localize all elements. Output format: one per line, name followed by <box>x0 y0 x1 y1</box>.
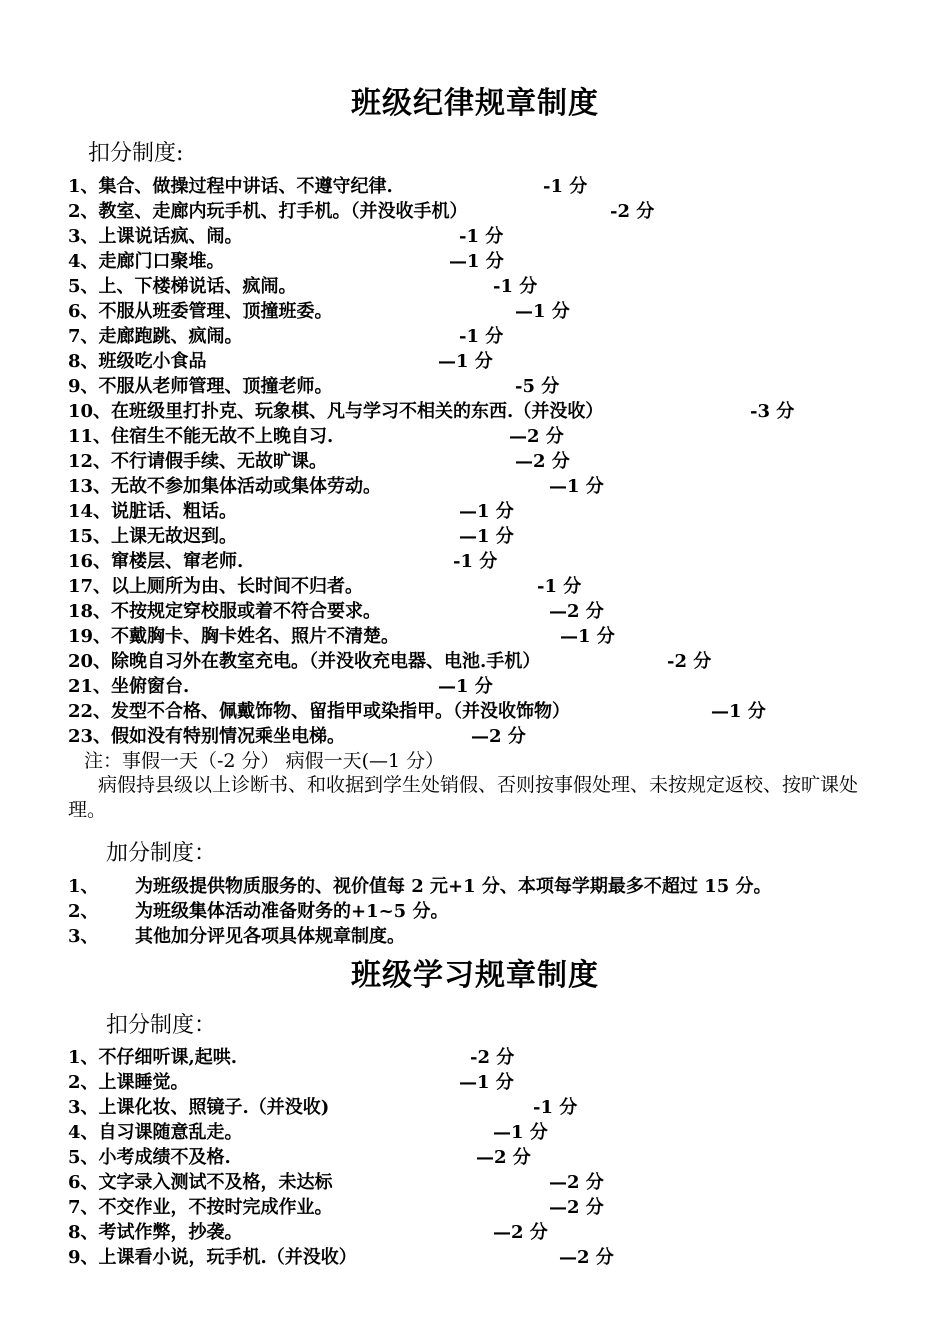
study-deduct-label: 扣分制度： <box>106 1013 217 1038</box>
document-page: 班级纪律规章制度 扣分制度: 1、集合、做操过程中讲话、不遵守纪律. -1 分 2、教室、走廊内玩手机、打手机。（并没收手机） -2 分 3、上课说话疯、闹。 -1 分 4、走廊门口聚堆。 —1 分 5、上、下楼梯说话、疯闹。 -1 分 6、不服从班委管理、顶撞班委。 —1 分 7、走廊跑跳、疯闹。 -1 分 8、班级吃小食品 —1 分 9、不服从老师管理、顶撞老师。 -5 分 10、在班级里打扑克、玩象棋、凡与学习不相关的东西.（并没收） -3 分 11、住宿生不能无故不上晚自习. —2 分 12、不行请假手续、无故旷课。 —2 分 13、无故不参加集体活动或集体劳动。 —1 分 14、说脏话、粗话。 —1 分 15、上课无故迟到。 —1 分 16、窜楼层、窜老师. -1 分 17、以上厕所为由、长时间不归者。 -1 分 18、不按规定穿校服或着不符合要求。 —2 分 19、不戴胸卡、胸卡姓名、照片不清楚。 —1 分 20、除晚自习外在教室充电。（并没收充电器、电池.手机） -2 分 21、坐俯窗台. —1 分 22、发型不合格、佩戴饰物、留指甲或染指甲。（并没收饰物） —1 分 23、假如没有特别情况乘坐电梯。 —2 分 注：事假一天（-2 分） 病假一天(—1 分） 病假持县级以上诊断书、和收据到学生处销假、否则按事假处理、未按规定返校、按旷课处理。 加分制度： 1、 为班级提供物质服务的、视价值每 2 元+1 分、本项每学期最多不超过 15 分。 2、 为班级集体活动准备财务的+1~5 分。 3、 其他加分评见各项具体规章制度。 班级学习规章制度 扣分制度： 1、不仔细听课,起哄. -2 分 2、上课睡觉。 —1 分 3、上课化妆、照镜子.（并没收) -1 分 4、自习课随意乱走。 —1 分 5、小考成绩不及格. —2 分 6、文字录入测试不及格，未达标 —2 分 7、不交作业，不按时完成作业。 —2 分 8、考试作弊，抄袭。 —2 分 9、上课看小说，玩手机.（并没收） —2 分 <box>0 0 950 1344</box>
discipline-deduct-label: 扣分制度: <box>88 141 184 166</box>
discipline-bonus-label: 加分制度： <box>106 841 217 866</box>
leave-note: 注：事假一天（-2 分） 病假一天(—1 分） <box>84 750 445 772</box>
sick-leave-note: 病假持县级以上诊断书、和收据到学生处销假、否则按事假处理、未按规定返校、按旷课处理。 <box>68 774 859 821</box>
discipline-title: 班级纪律规章制度 <box>351 86 599 121</box>
study-title: 班级学习规章制度 <box>351 958 599 993</box>
